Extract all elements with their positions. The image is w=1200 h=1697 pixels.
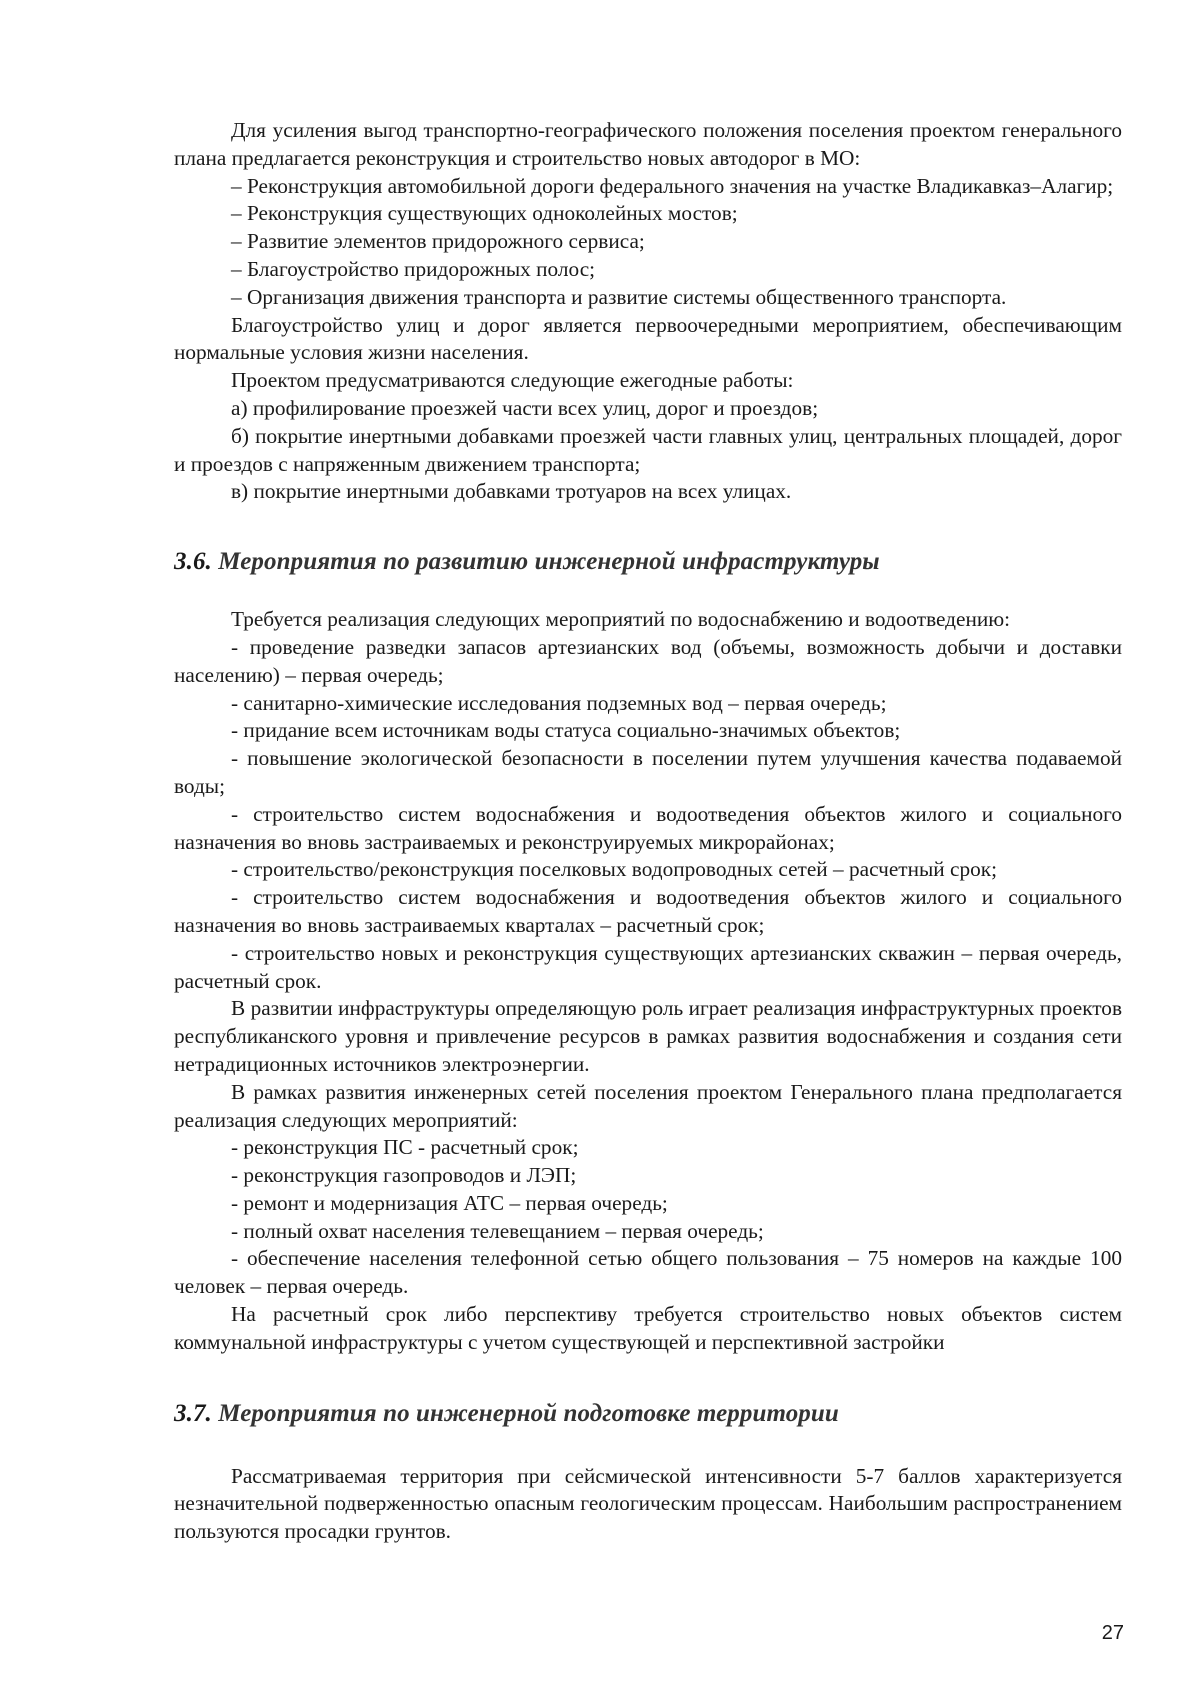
list-item: - обеспечение населения телефонной сетью общего пользования – 75 номеров на каждые 100 человек – первая очередь.	[174, 1246, 1122, 1299]
list-item: - ремонт и модернизация АТС – первая очередь;	[231, 1190, 668, 1215]
list-item: - придание всем источникам воды статуса социально-значимых объектов;	[231, 718, 901, 743]
list-item: - повышение экологической безопасности в поселении путем улучшения качества подаваемой воды;	[174, 746, 1122, 798]
paragraph: Проектом предусматриваются следующие ежегодные работы:	[231, 368, 794, 393]
section-title: Мероприятия по инженерной подготовке территории	[218, 1399, 839, 1427]
list-item: - строительство новых и реконструкция существующих артезианских скважин – первая очередь, расчетный срок.	[174, 940, 1122, 993]
list-item: - строительство систем водоснабжения и водоотведения объектов жилого и социального назначения во вновь застраиваемых кварталах – расчетный срок;	[174, 885, 1122, 937]
section-title: Мероприятия по развитию инженерной инфраструктуры	[218, 548, 880, 576]
list-item: б) покрытие инертными добавками проезжей части главных улиц, центральных площадей, дорог и проездов с напряженным движением транспорта;	[174, 423, 1122, 476]
list-item: – Реконструкция автомобильной дороги федерального значения на участке Владикавказ–Алагир;	[231, 173, 1114, 198]
list-item: - реконструкция ПС - расчетный срок;	[231, 1135, 579, 1160]
list-item: в) покрытие инертными добавками тротуаров на всех улицах.	[231, 479, 792, 504]
paragraph: В рамках развития инженерных сетей поселения проектом Генерального плана предполагается реализация следующих мероприятий:	[174, 1079, 1122, 1132]
page-number: 27	[1101, 1622, 1124, 1644]
list-item: – Благоустройство придорожных полос;	[231, 256, 596, 281]
list-item: – Организация движения транспорта и развитие системы общественного транспорта.	[231, 284, 1007, 309]
paragraph: Требуется реализация следующих мероприятий по водоснабжению и водоотведению:	[231, 607, 1011, 632]
list-item: - реконструкция газопроводов и ЛЭП;	[231, 1163, 577, 1188]
list-item: а) профилирование проезжей части всех улиц, дорог и проездов;	[231, 395, 819, 420]
engineering-preparation-block	[174, 1463, 1122, 1546]
paragraph: Благоустройство улиц и дорог является первоочередными мероприятием, обеспечивающим нормальные условия жизни населения.	[174, 312, 1122, 365]
list-item: – Развитие элементов придорожного сервиса;	[231, 229, 645, 254]
page-content	[174, 117, 1122, 1546]
section-number: 3.6.	[174, 548, 212, 576]
transport-measures-block	[174, 117, 1122, 506]
list-item: - полный охват населения телевещанием – первая очередь;	[231, 1218, 764, 1243]
engineering-infrastructure-block	[174, 606, 1122, 1357]
paragraph: На расчетный срок либо перспективу требуется строительство новых объектов систем коммунальной инфраструктуры с учетом существующей и перспективной застройки	[174, 1302, 1122, 1354]
section-heading-3-7	[174, 1399, 1122, 1429]
list-item: – Реконструкция существующих одноколейных мостов;	[231, 201, 738, 226]
paragraph: В развитии инфраструктуры определяющую роль играет реализация инфраструктурных проектов республиканского уровня и привлечение ресурсов в рамках развития водоснабжения и создания сети нетрадиционных источников электроэнергии.	[174, 996, 1122, 1076]
list-item: - санитарно-химические исследования подземных вод – первая очередь;	[231, 690, 887, 715]
list-item: - проведение разведки запасов артезианских вод (объемы, возможность добычи и доставки населению) – первая очередь;	[174, 634, 1122, 687]
list-item: - строительство/реконструкция поселковых водопроводных сетей – расчетный срок;	[231, 857, 998, 882]
paragraph: Для усиления выгод транспортно-географического положения поселения проектом генерального плана предлагается реконструкция и строительство новых автодорог в МО:	[174, 118, 1122, 170]
section-number: 3.7.	[174, 1399, 212, 1427]
paragraph: Рассматриваемая территория при сейсмической интенсивности 5-7 баллов характеризуется незначительной подверженностью опасным геологическим процессам. Наибольшим распространением пользуются просадки грунтов.	[174, 1463, 1122, 1544]
list-item: - строительство систем водоснабжения и водоотведения объектов жилого и социального назначения во вновь застраиваемых и реконструируемых микрорайонах;	[174, 801, 1122, 854]
section-heading-3-6	[174, 547, 1122, 577]
